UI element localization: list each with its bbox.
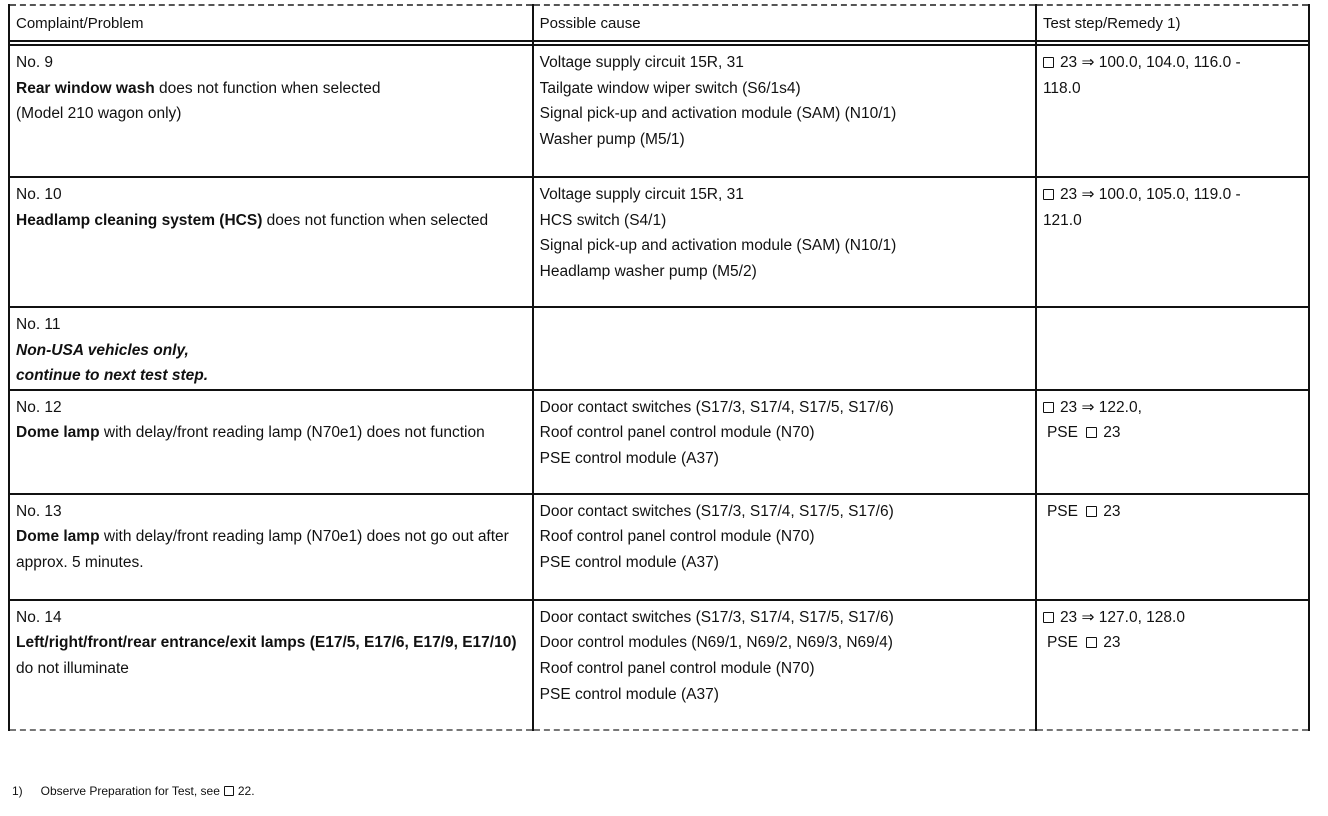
cause-item: Roof control panel control module (N70) <box>539 528 815 546</box>
problem-title: Dome lamp <box>16 424 100 442</box>
problem-description: do not illuminate <box>16 659 129 677</box>
problem-number: No. 9 <box>16 54 54 71</box>
problem-number: No. 13 <box>16 502 62 520</box>
problem-cell <box>9 45 533 177</box>
remedy-reference-cont: 121.0 <box>1042 211 1082 229</box>
book-reference-icon <box>1043 612 1054 623</box>
problem-description: does not function when selected <box>262 211 489 229</box>
cause-cell <box>533 600 1036 730</box>
book-reference-icon <box>224 786 234 796</box>
diagnosis-table <box>8 4 1310 731</box>
cause-item: Headlamp washer pump (M5/2) <box>539 262 757 280</box>
table-row <box>9 494 1309 600</box>
remedy-cell <box>1036 494 1309 600</box>
remedy-pse-reference: 23 <box>1103 424 1121 442</box>
cause-item: HCS switch (S4/1) <box>539 211 667 229</box>
table-row <box>9 600 1309 730</box>
problem-number: No. 12 <box>16 398 62 416</box>
cause-item: Tailgate window wiper switch (S6/1s4) <box>539 79 801 97</box>
cause-item: PSE control module (A37) <box>539 553 719 571</box>
problem-title: Dome lamp <box>16 528 100 546</box>
remedy-cell <box>1036 600 1309 730</box>
table-header-row <box>9 5 1309 41</box>
problem-cell <box>9 600 533 730</box>
problem-note: continue to next test step. <box>16 367 209 385</box>
cause-item: PSE control module (A37) <box>539 449 719 467</box>
cause-item: Signal pick-up and activation module (SAM) (N10/1) <box>539 237 897 255</box>
problem-number: No. 10 <box>16 186 62 203</box>
problem-cell <box>9 494 533 600</box>
remedy-reference: 23 ⇒ 100.0, 105.0, 119.0 - <box>1059 186 1241 203</box>
problem-description: does not function when selected <box>154 79 381 97</box>
problem-cell <box>9 307 533 390</box>
remedy-cell <box>1036 177 1309 307</box>
cause-item: Washer pump (M5/1) <box>539 130 685 148</box>
problem-title: Headlamp cleaning system (HCS) <box>16 211 263 229</box>
problem-title: Rear window wash <box>16 79 155 97</box>
table-row <box>9 390 1309 494</box>
cause-cell <box>533 494 1036 600</box>
cause-cell <box>533 390 1036 494</box>
remedy-pse-reference: 23 <box>1103 634 1121 652</box>
problem-number: No. 11 <box>16 316 61 333</box>
book-reference-icon <box>1086 427 1097 438</box>
table-row <box>9 307 1309 390</box>
problem-cell <box>9 177 533 307</box>
cause-item: Door contact switches (S17/3, S17/4, S17/5, S17/6) <box>539 502 894 520</box>
book-reference-icon <box>1043 402 1054 413</box>
remedy-reference-cont: 118.0 <box>1042 79 1081 97</box>
remedy-cell <box>1036 307 1309 390</box>
header-possible-cause: Possible cause <box>533 5 1036 41</box>
problem-title: Left/right/front/rear entrance/exit lamps (E17/5, E17/6, E17/9, E17/10) <box>16 634 517 652</box>
remedy-cell <box>1036 45 1309 177</box>
problem-note: Non-USA vehicles only, <box>16 341 189 359</box>
problem-note: (Model 210 wagon only) <box>16 105 182 123</box>
header-test-step-remedy: Test step/Remedy 1) <box>1036 5 1309 41</box>
footnote <box>12 783 255 799</box>
problem-number: No. 14 <box>16 608 62 626</box>
cause-item: Door contact switches (S17/3, S17/4, S17/5, S17/6) <box>539 398 894 416</box>
table-row <box>9 177 1309 307</box>
remedy-reference: 23 ⇒ 100.0, 104.0, 116.0 - <box>1059 54 1241 71</box>
remedy-pse-label: PSE <box>1046 502 1078 520</box>
book-reference-icon <box>1086 637 1097 648</box>
cause-item: Voltage supply circuit 15R, 31 <box>539 54 744 71</box>
remedy-cell <box>1036 390 1309 494</box>
remedy-reference: 23 ⇒ 127.0, 128.0 <box>1059 608 1185 626</box>
book-reference-icon <box>1086 506 1097 517</box>
cause-item: PSE control module (A37) <box>539 685 719 703</box>
table-row <box>9 45 1309 177</box>
problem-description: with delay/front reading lamp (N70e1) does not go out after approx. 5 minutes. <box>16 528 509 571</box>
cause-cell <box>533 177 1036 307</box>
cause-item: Signal pick-up and activation module (SAM) (N10/1) <box>539 105 897 123</box>
cause-cell <box>533 307 1036 390</box>
problem-cell <box>9 390 533 494</box>
book-reference-icon <box>1043 189 1054 200</box>
problem-description: with delay/front reading lamp (N70e1) does not function <box>99 424 485 442</box>
footnote-text: Observe Preparation for Test, see <box>40 784 220 798</box>
cause-item: Voltage supply circuit 15R, 31 <box>539 186 744 203</box>
cause-item: Door contact switches (S17/3, S17/4, S17/5, S17/6) <box>539 608 894 626</box>
remedy-pse-label: PSE <box>1046 634 1078 652</box>
cause-item: Door control modules (N69/1, N69/2, N69/3, N69/4) <box>539 634 893 652</box>
remedy-reference: 23 ⇒ 122.0, <box>1059 398 1142 416</box>
book-reference-icon <box>1043 57 1054 68</box>
cause-cell <box>533 45 1036 177</box>
remedy-pse-label: PSE <box>1046 424 1078 442</box>
footnote-marker: 1) <box>12 784 23 798</box>
header-complaint-problem: Complaint/Problem <box>9 5 533 41</box>
remedy-pse-reference: 23 <box>1103 502 1121 520</box>
cause-item: Roof control panel control module (N70) <box>539 424 815 442</box>
cause-item: Roof control panel control module (N70) <box>539 659 815 677</box>
footnote-reference: 22. <box>237 784 255 798</box>
